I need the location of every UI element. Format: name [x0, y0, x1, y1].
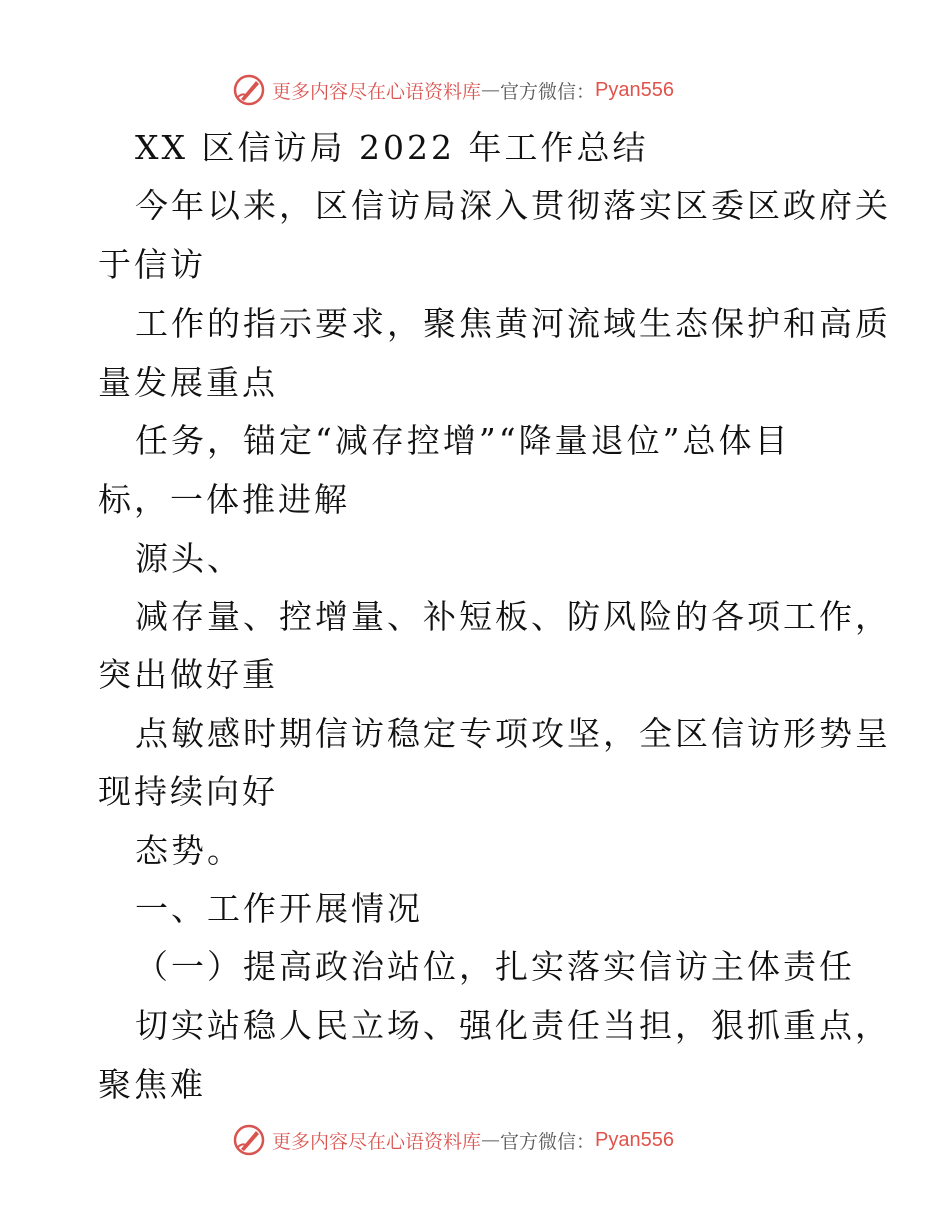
body-line: 态势。	[135, 831, 243, 870]
header-watermark-banner	[232, 72, 674, 108]
body-line: 现持续向好	[98, 772, 278, 811]
body-line: 聚焦难	[98, 1065, 206, 1104]
body-line: 点敏感时期信访稳定专项攻坚，全区信访形势呈	[135, 714, 891, 753]
body-line: 于信访	[98, 245, 206, 284]
body-line: 突出做好重	[98, 655, 278, 694]
header-brand-text: 更多内容尽在心语资料库	[272, 80, 482, 103]
header-wechat-label: 官方微信：	[500, 80, 596, 103]
footer-watermark-banner	[232, 1122, 674, 1158]
body-line: 今年以来，区信访局深入贯彻落实区委区政府关	[135, 186, 891, 225]
footer-separator: —	[481, 1129, 501, 1151]
footer-wechat-id: Pyan556	[595, 1128, 674, 1151]
footer-brand-text: 更多内容尽在心语资料库	[272, 1130, 482, 1153]
body-line: 工作的指示要求，聚焦黄河流域生态保护和高质	[135, 304, 891, 343]
header-wechat-id: Pyan556	[595, 78, 674, 101]
header-separator: —	[481, 79, 501, 101]
body-line: 量发展重点	[98, 363, 278, 402]
footer-wechat-label: 官方微信：	[500, 1130, 596, 1153]
body-line: 切实站稳人民立场、强化责任当担，狠抓重点，	[135, 1006, 891, 1045]
body-line: 标，一体推进解	[98, 480, 350, 519]
body-line: 源头、	[135, 539, 243, 578]
section-heading: 一、工作开展情况	[135, 889, 423, 928]
document-title: XX 区信访局 2022 年工作总结	[135, 128, 649, 167]
quill-logo-icon	[232, 1123, 266, 1157]
quill-logo-icon	[232, 73, 266, 107]
body-line: 任务，锚定“减存控增”“降量退位”总体目	[135, 421, 791, 460]
body-line: 减存量、控增量、补短板、防风险的各项工作，	[135, 597, 891, 636]
subsection-heading: （一）提高政治站位，扎实落实信访主体责任	[135, 947, 855, 986]
